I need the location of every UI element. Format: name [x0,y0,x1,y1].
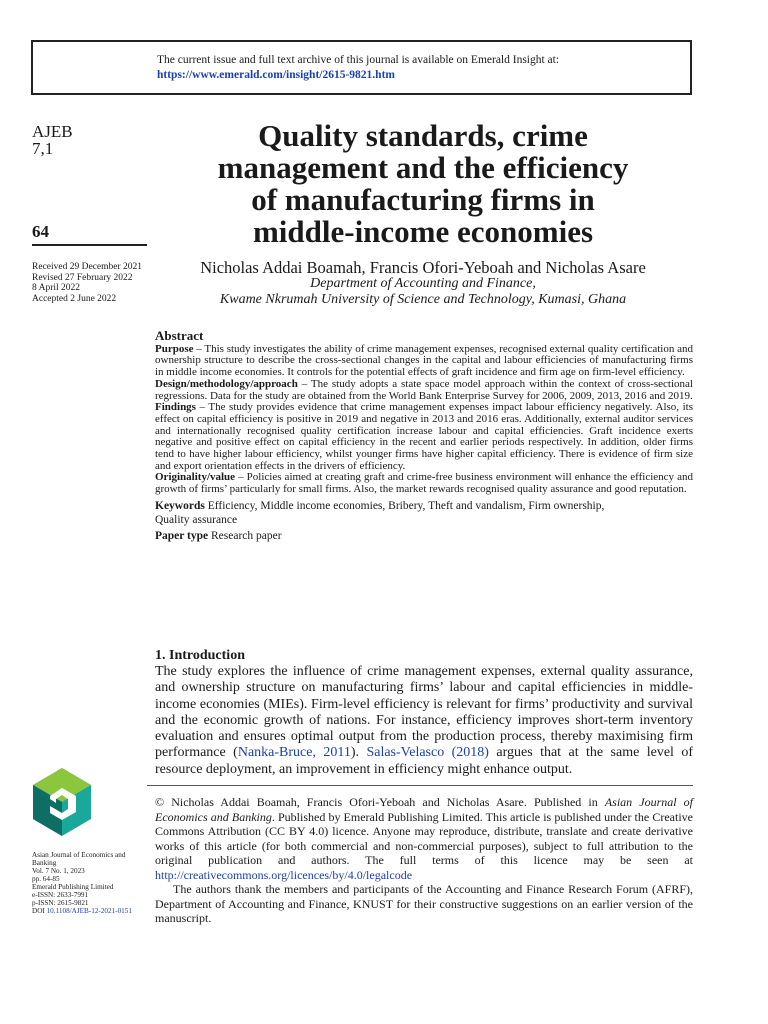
citation-link[interactable]: Salas-Velasco (2018) [366,745,489,761]
footnote-divider [147,785,693,786]
pub-pissn: p-ISSN: 2615-9821 [32,899,89,907]
author-affiliation [160,276,686,308]
date-revised: Revised 27 February 2022 [32,272,133,283]
introduction-paragraph [155,664,693,778]
abstract-keywords [155,499,693,527]
citation-link[interactable]: Nanka-Bruce, 2011 [237,745,351,761]
design-label: Design/methodology/approach [155,377,298,390]
publication-info [32,851,142,915]
keywords-label: Keywords [155,499,205,512]
article-title [160,120,686,248]
purpose-text: – This study investigates the ability of crime management expenses, recognised external quality certification and ownership structure to describe the cross-sectional changes in the capital and labour efficiencies of manufacturing firms in middle income economies. It controls for the potential effects of graft incidence and firm age on firm-level efficiency. [155,342,693,379]
date-revised-2: 8 April 2022 [32,283,81,294]
findings-label: Findings [155,401,196,414]
copyright-text: . Published by Emerald Publishing Limited. This article is published under the Creative Commons Attribution (CC BY 4.0) licence. Anyone may reproduce, distribute, translate and create derivative works of this article (for both commercial and non-commercial purposes), subject to full attribution to the original publication and authors. The full terms of this licence may be seen at [155,809,693,867]
title-line: middle-income economies [252,214,594,249]
abstract-findings [155,402,693,472]
copyright-journal: Asian Journal of Economics and Banking [155,795,694,824]
originality-text: – Policies aimed at creating graft and crime-free business environment will enhance the efficiency and growth of firms’ particularly for small firms. Also, the market rewards recognised quality assurance and good reputation. [155,471,693,496]
intro-text: ). [350,745,367,761]
abstract-paper-type [155,529,693,543]
journal-header-box [31,40,692,95]
abstract-purpose [155,344,693,379]
header-text [157,53,559,83]
doi-label: DOI [32,907,47,915]
pub-journal-name: Asian Journal of Economics and Banking [32,851,126,867]
emerald-logo-icon [32,768,92,836]
introduction-heading: 1. Introduction [155,648,245,663]
pub-eissn: e-ISSN: 2633-7991 [32,891,89,899]
intro-text: argues that at the same level of resource deployment, an improvement in efficiency might enhance output. [155,745,694,777]
header-availability-text: The current issue and full text archive of this journal is available on Emerald Insight at: [157,54,560,66]
keywords-text-cont: Quality assurance [155,513,238,526]
date-received: Received 29 December 2021 [32,262,142,272]
copyright-paragraph [155,795,693,882]
journal-volume: 7,1 [32,139,54,158]
pub-pages: pp. 64-85 [32,875,60,883]
copyright-text: © Nicholas Addai Boamah, Francis Ofori-Yeboah and Nicholas Asare. Published in [155,795,605,809]
findings-text: – The study provides evidence that crime management expenses impact labour efficiency negatively. Also, its effect on capital efficiency is positive in 2019 and negative in 2013 and 2016 eras. Additionally, external auditor services and internationally recognised quality certification increase labour and capital efficiencies. Graft incidence exerts negative and positive effect on capital efficiency in the recent and earlier periods respectively. In addition, older firms tend to have higher labour efficiency, whilst younger firms have higher capital efficiency. There is evidence of firm size and export orientation effects in the drivers of efficiency. [155,401,693,472]
abstract-originality [155,472,693,495]
abstract-heading: Abstract [155,328,204,343]
title-line: management and the efficiency [217,150,629,185]
copyright-notice [155,795,693,926]
acknowledgement-paragraph: The authors thank the members and participants of the Accounting and Finance Research Forum (AFRF), Department of Accounting and Finance, KNUST for their constructive suggestions on an earlier version of the manuscript. [155,882,693,925]
date-accepted: Accepted 2 June 2022 [32,293,117,304]
sidebar-divider [32,244,147,246]
journal-url-link[interactable]: https://www.emerald.com/insight/2615-9821.htm [157,69,395,81]
doi-link[interactable]: 10.1108/AJEB-12-2021-0151 [46,907,132,915]
article-dates [32,262,148,304]
affiliation-department: Department of Accounting and Finance, [310,276,536,291]
journal-code [32,123,148,157]
pub-volume: Vol. 7 No. 1, 2023 [32,867,85,875]
title-line: Quality standards, crime [258,118,588,153]
design-text: – The study adopts a state space model approach within the context of cross-sectional regressions. Data for the study are obtained from the World Bank Enterprise Survey for 2006, 2009, 2013, 2016 and 2019. [155,377,693,402]
keywords-text: Efficiency, Middle income economies, Bribery, Theft and vandalism, Firm ownership, [204,499,605,512]
affiliation-university: Kwame Nkrumah University of Science and Technology, Kumasi, Ghana [219,292,627,307]
page-number: 64 [32,222,49,241]
paper-type-label: Paper type [155,529,209,542]
pub-doi [32,907,142,915]
abstract-section [155,330,693,543]
intro-text: The study explores the influence of crime management expenses, external quality assurance, and ownership structure on manufacturing firms’ labour and capital efficiencies in middle-income economies (MIEs). Firm-level efficiency is relevant for firms’ productivity and survival and the economic growth of nations. For instance, efficiency improves short-term inventory evaluation and ensures optimal output from the production process, thereby maximising firm performance ( [155,664,693,761]
purpose-label: Purpose [155,342,194,355]
pub-publisher: Emerald Publishing Limited [32,883,114,891]
licence-link[interactable]: http://creativecommons.org/licences/by/4.0/legalcode [155,867,413,882]
article-authors: Nicholas Addai Boamah, Francis Ofori-Yeboah and Nicholas Asare [200,258,646,277]
title-line: of manufacturing firms in [251,182,595,217]
abstract-design [155,379,693,402]
paper-type-text: Research paper [208,529,282,542]
journal-abbrev: AJEB [32,122,73,141]
originality-label: Originality/value [155,471,236,484]
